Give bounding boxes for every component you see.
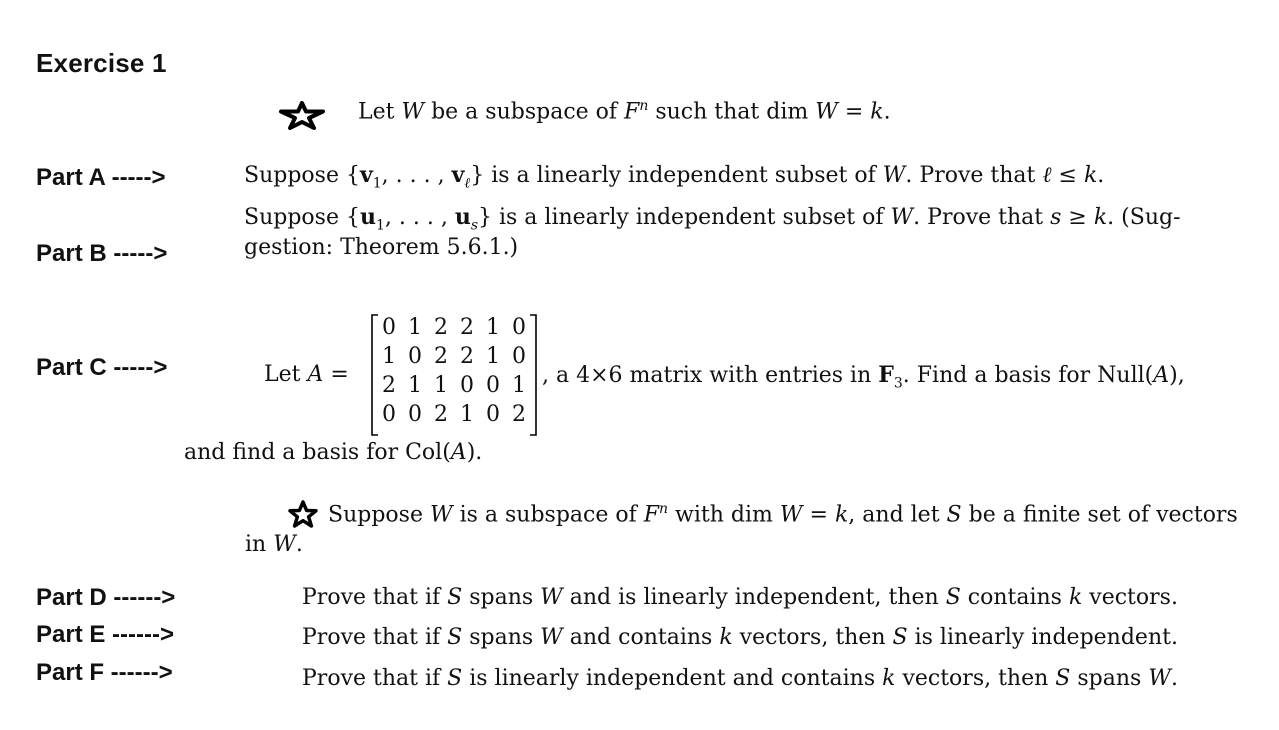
star-icon	[288, 500, 318, 528]
matrix-entry: 1	[512, 373, 526, 398]
matrix-entry: 0	[512, 344, 526, 369]
second-intro-line2: in W.	[245, 532, 303, 557]
matrix-entry: 2	[460, 344, 474, 369]
matrix-entry: 0	[408, 344, 422, 369]
matrix-entry: 0	[486, 373, 500, 398]
part-a-label: Part A ----->	[36, 164, 166, 191]
star-icon	[278, 100, 326, 130]
part-c-text-line2: and find a basis for Col(A).	[184, 440, 483, 465]
part-c-label: Part C ----->	[36, 354, 168, 381]
second-intro: Suppose W is a subspace of $F^n$ with dim W = k, and let S be a finite set of vectors	[328, 501, 1238, 528]
matrix-entry: 0	[382, 402, 396, 427]
matrix-entry: 0	[382, 315, 396, 340]
matrix-entry: 2	[434, 315, 448, 340]
matrix-entry: 0	[408, 402, 422, 427]
part-f-text: Prove that if S is linearly independent and contains k vectors, then S spans W.	[302, 666, 1178, 691]
part-b-text: Suppose {$u_1$, . . . , $u_s$} is a linearly independent subset of W. Prove that s ≥ k. (Sug-	[244, 204, 1181, 234]
part-c-let: Let A =	[264, 362, 349, 387]
exercise-intro: Let W be a subspace of $F^n$ such that dim W = k.	[358, 98, 891, 125]
part-c-text: , a 4×6 matrix with entries in $F_3$. Find a basis for Null(A),	[542, 362, 1185, 392]
matrix-entry: 0	[486, 402, 500, 427]
part-d-text: Prove that if S spans W and is linearly independent, then S contains k vectors.	[302, 585, 1178, 610]
part-e-text: Prove that if S spans W and contains k vectors, then S is linearly independent.	[302, 625, 1178, 650]
matrix-entry: 0	[512, 315, 526, 340]
matrix-entry: 2	[434, 402, 448, 427]
matrix-a	[368, 313, 540, 437]
part-b-text-line2: gestion: Theorem 5.6.1.)	[244, 235, 519, 260]
matrix-entry: 1	[408, 315, 422, 340]
matrix-entry: 1	[486, 344, 500, 369]
matrix-entry: 2	[460, 315, 474, 340]
matrix-entry: 1	[408, 373, 422, 398]
matrix-entry: 0	[460, 373, 474, 398]
matrix-entry: 2	[512, 402, 526, 427]
matrix-entry: 2	[434, 344, 448, 369]
matrix-entry: 1	[434, 373, 448, 398]
part-f-label: Part F ------>	[36, 659, 173, 686]
matrix-entry: 2	[382, 373, 396, 398]
part-a-text: Suppose {$v_1$, . . . , $v_\ell$} is a linearly independent subset of W. Prove that ℓ ≤ k.	[244, 162, 1105, 192]
matrix-entry: 1	[486, 315, 500, 340]
matrix-entry: 1	[460, 402, 474, 427]
matrix-entry: 1	[382, 344, 396, 369]
part-b-label: Part B ----->	[36, 240, 168, 267]
part-d-label: Part D ------>	[36, 584, 176, 611]
part-e-label: Part E ------>	[36, 621, 174, 648]
exercise-title: Exercise 1	[36, 48, 167, 78]
